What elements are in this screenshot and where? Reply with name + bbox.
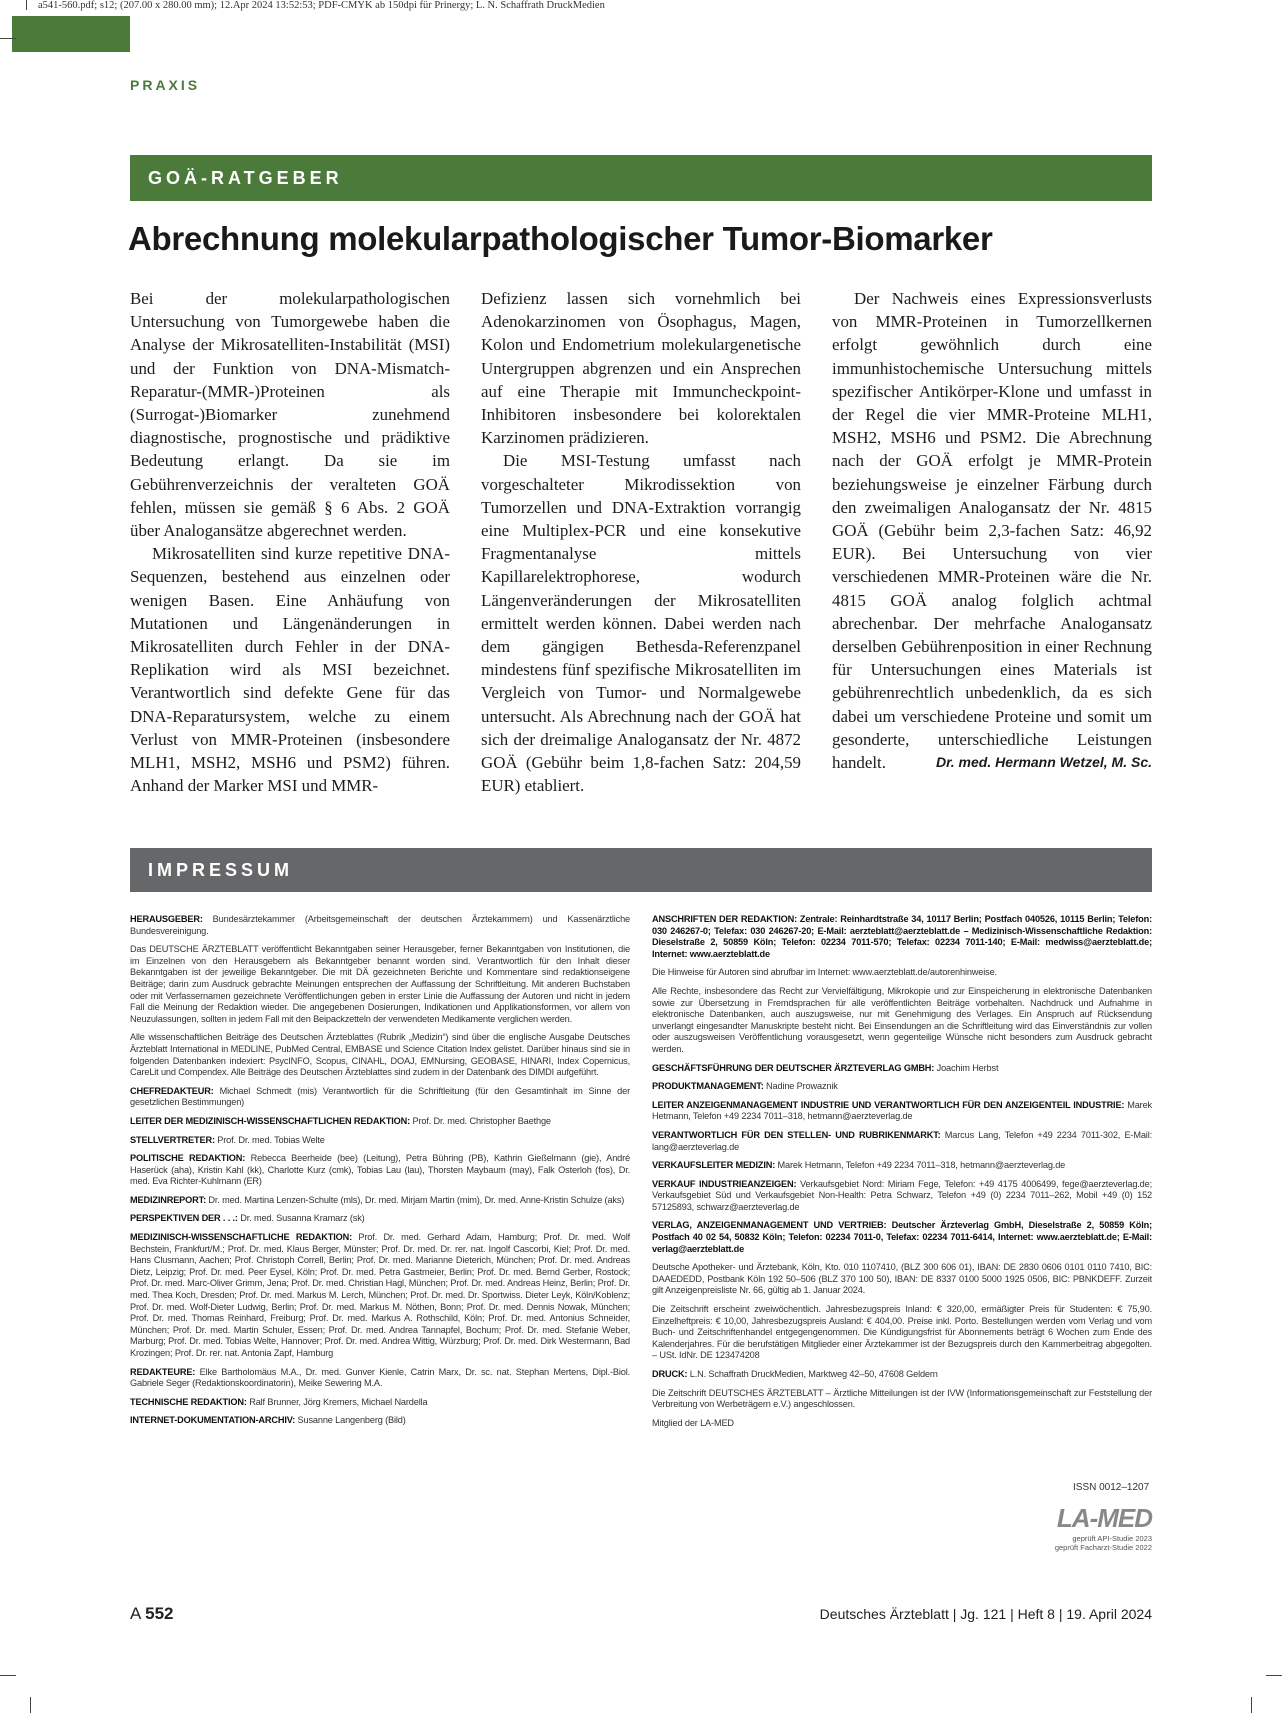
impressum-entry-label: DRUCK:: [652, 1369, 688, 1379]
impressum-entry: [130, 1213, 630, 1225]
lamed-badge: [1050, 1503, 1152, 1552]
impressum-entry-label: HERAUSGEBER:: [130, 914, 203, 924]
impressum-entry-text: Alle wissenschaftlichen Beiträge des Deutschen Ärzteblattes (Rubrik „Medizin“) sind über die englische Ausgabe Deutsches Ärzteblatt International in MEDLINE, PubMed Central, EMBASE und Science Citation Index gelistet. Darüber hinaus sind sie in folgenden Datenbanken indexiert: PsycINFO, Scopus, CINAHL, DOAJ, EMNursing, GEOBASE, HINARI, Index Copernicus, CareLit und Compendex. Alle Beiträge des Deutschen Ärzteblattes sind zudem in der Datenbank des DIMDI aufgeführt.: [130, 1032, 630, 1078]
impressum-entry-label: ANSCHRIFTEN DER REDAKTION: Zentrale: Reinhardtstraße 34, 10117 Berlin; Postfach 040526, 10115 Berlin; Telefon: 030 246267-0; Telefax: 030 246267-20; E-Mail: aerzteblatt@aerzteblatt.de – Medizinisch-Wissenschaftliche Redaktion: Dieselstraße 2, 50859 Köln; Telefon: 02234 7011-570; Telefax: 02234 7011-140; E-Mail: medwiss@aerzteblatt.de; Internet: www.aerzteblatt.de: [652, 914, 1152, 959]
impressum-entry: [652, 986, 1152, 1056]
impressum-entry: [130, 944, 630, 1025]
article-body: [130, 287, 1152, 797]
impressum-entry-text: Ralf Brunner, Jörg Kremers, Michael Nardella: [249, 1396, 428, 1407]
impressum-entry-label: POLITISCHE REDAKTION:: [130, 1153, 246, 1164]
impressum-entry: [130, 1232, 630, 1360]
crop-mark: [0, 1675, 16, 1676]
page-number: [130, 1604, 174, 1624]
impressum-entry: [652, 1388, 1152, 1411]
article-paragraph: Defizienz lassen sich vornehmlich bei Adenokarzinomen von Ösophagus, Magen, Kolon und Endometrium molekulargenetische Untergruppen abgrenzen und ein Ansprechen auf eine Therapie mit Immuncheckpoint-Inhibitoren insbesondere bei kolorektalen Karzinomen prädizieren.: [481, 289, 801, 448]
impressum-entry: [130, 1415, 630, 1427]
impressum-entry-label: GESCHÄFTSFÜHRUNG DER DEUTSCHER ÄRZTEVERLAG GMBH:: [652, 1062, 935, 1073]
impressum-entry: [652, 1418, 1152, 1430]
impressum-entry: [652, 1304, 1152, 1362]
impressum-entry: [130, 1153, 630, 1188]
lamed-caption: geprüft Facharzt-Studie 2022: [1054, 1543, 1152, 1552]
impressum-entry: [130, 1397, 630, 1409]
impressum-entry: [130, 1032, 630, 1078]
crop-mark: [26, 0, 27, 10]
impressum-column-left: [130, 914, 630, 1436]
impressum-entry: [652, 1063, 1152, 1075]
impressum-column-right: [652, 914, 1152, 1436]
crop-mark: [1251, 1697, 1252, 1713]
impressum-entry: [130, 1116, 630, 1128]
impressum-entry-label: LEITER ANZEIGENMANAGEMENT INDUSTRIE UND VERANTWORTLICH FÜR DEN ANZEIGENTEIL INDUSTRIE:: [652, 1099, 1125, 1110]
article-paragraph: [832, 287, 1152, 774]
impressum-banner: IMPRESSUM: [130, 848, 1152, 892]
impressum-entry: [130, 1195, 630, 1207]
impressum-entry: [130, 1367, 630, 1390]
impressum-entry-label: REDAKTEURE:: [130, 1366, 196, 1377]
impressum-entry-text: Die Zeitschrift erscheint zweiwöchentlich. Jahresbezugspreis Inland: € 320,00, ermäßigter Preis für Studenten: € 75,90. Einzelheftpreis: € 10,00, Jahresbezugspreis Ausland: € 404,00. Preise inkl. Porto. Bestellungen werden vom Verlag und vom Buch- und Zeitschriftenhandel entgegengenommen. Die Kündigungsfrist für Abonnements beträgt 6 Wochen zum Ende des Kalenderjahres. Für die berufstätigen Mitglieder einer Ärztekammer ist der Bezugspreis durch den Kammerbeitrag abgegolten. – USt. IdNr. DE 123474208: [652, 1304, 1152, 1361]
impressum-entry-text: Marcus Lang, Telefon +49 2234 7011-302, E-Mail: lang@aerzteverlag.de: [652, 1129, 1152, 1152]
lamed-logo: LA-MED: [1056, 1503, 1152, 1533]
impressum-entry-text: Prof. Dr. med. Gerhard Adam, Hamburg; Prof. Dr. med. Wolf Bechstein, Frankfurt/M.; Prof. Dr. med. Klaus Berger, Münster; Prof. Dr. med. Dr. rer. nat. Ingolf Cascorbi, Kiel; Prof. Dr. med. Hans Clusmann, Aachen; Prof. Christoph Correll, Berlin; Prof. Dr. med. Marianne Dieterich, München; Prof. Dr. med. Andreas Dietz, Leipzig; Prof. Dr. med. Peer Eysel, Köln; Prof. Dr. med. Petra Gastmeier, Berlin; Prof. Dr. med. Bernd Gerber, Rostock; Prof. Dr. med. Marc-Oliver Grimm, Jena; Prof. Dr. med. Christian Hagl, München; Prof. Dr. med. Andreas Heinz, Berlin; Prof. Dr. med. Thea Koch, Dresden; Prof. Dr. med. Markus M. Lerch, München; Prof. Dr. med. Dr. Sportwiss. Dieter Leyk, Köln/Koblenz; Prof. Dr. med. Wolf-Dieter Ludwig, Berlin; Prof. Dr. med. Markus M. Nöthen, Bonn; Prof. Dr. med. Dennis Nowak, München; Prof. Dr. med. Thomas Reinhard, Freiburg; Prof. Dr. med. Markus A. Rothschild, Köln; Prof. Dr. med. Antonius Schneider, München; Prof. Dr. med. Martin Schuler, Essen; Prof. Dr. med. Andrea Tannapfel, Bochum; Prof. Dr. med. Stefanie Weber, Marburg; Prof. Dr. med. Tobias Welte, Hannover; Prof. Dr. med. Andrea Wittig, Würzburg; Prof. Dr. med. Dirk Westermann, Bad Krozingen; Prof. Dr. rer. nat. Antonia Zapf, Hamburg: [130, 1232, 630, 1358]
impressum-entry-text: Marek Hetmann, Telefon +49 2234 7011–318, hetmann@aerzteverlag.de: [777, 1160, 1066, 1171]
impressum-entry-text: L.N. Schaffrath DruckMedien, Marktweg 42–50, 47608 Geldern: [689, 1369, 938, 1379]
impressum-entry-text: Rebecca Beerheide (bee) (Leitung), Petra Bühring (PB), Kathrin Gießelmann (gie), André Haserück (aha), Kristin Kahl (kk), Charlotte Kurz (cmk), Tobias Lau (lau), Thorsten Maybaum (may), Falk Osterloh (fos), Dr. med. Eva Richter-Kuhlmann (ER): [130, 1153, 631, 1187]
article-column-2: [481, 287, 801, 797]
print-info-line: a541-560.pdf; s12; (207.00 x 280.00 mm); 12.Apr 2024 13:52:53; PDF-CMYK ab 150dpi für Prinergy; L. N. Schaffrath DruckMedien: [38, 0, 605, 11]
crop-mark: [30, 1697, 31, 1713]
impressum-entry: [652, 1262, 1152, 1297]
impressum-entry-text: Dr. med. Martina Lenzen-Schulte (mls), Dr. med. Mirjam Martin (mim), Dr. med. Anne-Kristin Schulze (aks): [208, 1194, 625, 1205]
impressum-entry-text: Marek Hetmann, Telefon +49 2234 7011–318, hetmann@aerzteverlag.de: [652, 1099, 1152, 1122]
impressum-entry: [130, 914, 630, 937]
impressum-entry-text: Nadine Prowaznik: [766, 1081, 838, 1092]
impressum-entry: [652, 967, 1152, 979]
impressum-entry-label: PRODUKTMANAGEMENT:: [652, 1081, 764, 1092]
article-paragraph: Bei der molekularpathologischen Untersuchung von Tumorgewebe haben die Analyse der Mikrosatelliten-Instabilität (MSI) und der Funktion von DNA-Mismatch-Reparatur-(MMR-)Proteinen als (Surrogat-)Biomarker zunehmend diagnostische, prognostische und prädiktive Bedeutung erlangt. Da sie im Gebührenverzeichnis der veralteten GOÄ fehlen, müssen sie gemäß § 6 Abs. 2 GOÄ über Analogansätze abgerechnet werden.: [130, 289, 450, 541]
impressum-body: [130, 914, 1152, 1436]
impressum-entry-label: CHEFREDAKTEUR:: [130, 1085, 214, 1096]
impressum-entry-label: STELLVERTRETER:: [130, 1134, 215, 1145]
section-label: PRAXIS: [130, 77, 201, 93]
impressum-entry-text: Alle Rechte, insbesondere das Recht zur Vervielfältigung, Mikrokopie und zur Einspeicherung in elektronische Datenbanken sowie zur Übersetzung in Fremdsprachen für alle veröffentlichten Beiträge vorbehalten. Nachdruck und Aufnahme in elektronische Datenbanken, auch auszugsweise, nur mit Genehmigung des Verlages. Ein Anspruch auf Rücksendung unverlangt eingesandter Manuskripte besteht nicht. Bei Einsendungen an die Schriftleitung wird das Einverständnis zur vollen oder auszugsweisen Veröffentlichung vorausgesetzt, wenn gegenteilige Wünsche nicht besonders zum Ausdruck gebracht werden.: [652, 985, 1152, 1054]
impressum-entry: [652, 1081, 1152, 1093]
impressum-entry-text: Verkaufsgebiet Nord: Miriam Fege, Telefon: +49 4175 4006499, fege@aerzteverlag.de; Verkaufsgebiet Süd und Verkaufsgebiet Non-Health: Petra Schwarz, Telefon +49 (0) 2234 7011–262, Mobil +49 (0) 152 57125893, schwarz@aerzteverlag.de: [652, 1178, 1152, 1212]
color-tab: [12, 16, 130, 52]
article-paragraph: Die MSI-Testung umfasst nach vorgeschalteter Mikrodissektion von Tumorzellen und DNA-Extraktion vorrangig eine Multiplex-PCR und eine konsekutive Fragmentanalyse mittels Kapillarelektrophorese, wodurch Längenveränderungen der Mikrosatelliten ermittelt werden können. Dabei werden nach dem gängigen Bethesda-Referenzpanel mindestens fünf spezifische Mikrosatelliten im Vergleich von Tumor- und Normalgewebe untersucht. Als Abrechnung nach der GOÄ hat sich der dreimalige Analogansatz der Nr. 4872 GOÄ (Gebühr beim 1,8-fachen Satz: 204,59 EUR) etabliert.: [481, 451, 801, 796]
impressum-entry: [652, 1220, 1152, 1255]
crop-mark: [0, 38, 16, 39]
impressum-entry: [130, 1086, 630, 1109]
lamed-caption: geprüft API-Studie 2023: [1072, 1534, 1152, 1543]
impressum-entry-text: Das DEUTSCHE ÄRZTEBLATT veröffentlicht Bekanntgaben seiner Herausgeber, ferner Bekanntgaben von Institutionen, die im Einzelnen von den Herausgebern als Bekanntgeber benannt worden sind. Verantwortlich für den Inhalt dieser Bekanntgaben ist der jeweilige Bekanntgeber. Die mit DÄ gezeichneten Berichte und Kommentare sind redaktionseigene Beiträge; darin zum Ausdruck gebrachte Meinungen entsprechen der Auffassung der Schriftleitung. Mit anderen Buchstaben oder mit Verfassernamen gezeichnete Veröffentlichungen geben in erster Linie die Auffassung der Autoren und nicht in jedem Fall die Meinung der Redaktion wieder. Die angegebenen Dosierungen, Indikationen und Applikationsformen, vor allem von Neuzulassungen, sollten in jedem Fall mit den Beipackzetteln der verwendeten Medikamente verglichen werden.: [130, 944, 630, 1024]
journal-source: Deutsches Ärzteblatt | Jg. 121 | Heft 8 | 19. April 2024: [819, 1606, 1152, 1622]
author-signature: Dr. med. Hermann Wetzel, M. Sc.: [935, 754, 1152, 771]
impressum-entry-label: VERLAG, ANZEIGENMANAGEMENT UND VERTRIEB: Deutscher Ärzteverlag GmbH, Dieselstraße 2, 50859 Köln; Postfach 40 02 54, 50832 Köln; Telefon: 02234 7011-0, Telefax: 02234 7011-6414, Internet: www.aerzteblatt.de; E-Mail: verlag@aerzteblatt.de: [652, 1220, 1152, 1254]
impressum-entry-text: Joachim Herbst: [936, 1062, 999, 1073]
article-column-3: [832, 287, 1152, 797]
impressum-entry-text: Deutsche Apotheker- und Ärztebank, Köln, Kto. 010 1107410, (BLZ 300 606 01), IBAN: DE 2830 0606 0101 0110 7410, BIC: DAAEDEDD, Postbank Köln 192 50–506 (BLZ 370 100 50), IBAN: DE 8337 0100 5000 1925 0506, BIC: PBNKDEFF. Zurzeit gilt Anzeigenpreisliste Nr. 66, gültig ab 1. Januar 2024.: [652, 1262, 1152, 1296]
impressum-entry-text: Prof. Dr. med. Christopher Baethge: [412, 1115, 551, 1126]
impressum-entry: [652, 1369, 1152, 1381]
impressum-entry-text: Susanne Langenberg (Bild): [297, 1415, 406, 1426]
article-paragraph-text: Der Nachweis eines Expressionsverlusts von MMR-Proteinen in Tumorzellkernen erfolgt gewöhnlich durch eine immunhistochemische Untersuchung mittels spezifischer Antikörper-Klone und umfasst in der Regel die vier MMR-Proteine MLH1, MSH2, MSH6 und PSM2. Die Abrechnung nach der GOÄ erfolgt je MMR-Protein beziehungsweise je einzelner Färbung durch den zweimaligen Analogansatz der Nr. 4815 GOÄ (Gebühr beim 2,3-fachen Satz: 46,92 EUR). Bei Untersuchung von vier verschiedenen MMR-Proteinen wäre die Nr. 4815 GOÄ analog folglich achtmal abrechenbar. Der mehrfache Analogansatz derselben Gebührenposition in einer Rechnung für Untersuchungen eines Materials ist gebührenrechtlich unbedenklich, da es sich dabei um verschiedene Proteine und somit um gesonderte, unterschiedliche Leistungen handelt.: [832, 289, 1152, 773]
impressum-entry: [652, 914, 1152, 960]
article-title: Abrechnung molekularpathologischer Tumor-Biomarker: [128, 220, 993, 257]
impressum-entry-label: INTERNET-DOKUMENTATION-ARCHIV:: [130, 1415, 296, 1426]
crop-mark: [1266, 1675, 1282, 1676]
impressum-entry-label: VERKAUFSLEITER MEDIZIN:: [652, 1160, 776, 1171]
impressum-entry: [652, 1179, 1152, 1214]
impressum-entry-label: PERSPEKTIVEN DER . . .:: [130, 1213, 238, 1224]
impressum-entry-label: VERKAUF INDUSTRIEANZEIGEN:: [652, 1178, 797, 1189]
impressum-entry-text: Prof. Dr. med. Tobias Welte: [217, 1134, 325, 1145]
impressum-entry-text: Mitglied der LA-MED: [652, 1417, 734, 1428]
impressum-entry-text: Dr. med. Susanna Kramarz (sk): [240, 1213, 365, 1224]
impressum-entry-text: Die Zeitschrift DEUTSCHES ÄRZTEBLATT – Ärztliche Mitteilungen ist der IVW (Informationsgemeinschaft zur Feststellung der Verbreitung von Werbeträgern e.V.) angeschlossen.: [652, 1387, 1152, 1410]
page-number-value: 552: [145, 1604, 174, 1623]
impressum-entry: [652, 1160, 1152, 1172]
article-paragraph: Mikrosatelliten sind kurze repetitive DNA-Sequenzen, bestehend aus einzelnen oder wenigen Basen. Eine Anhäufung von Mutationen und Längenänderungen in Mikrosatelliten durch Fehler in der DNA-Replikation wird als MSI bezeichnet. Verantwortlich sind defekte Gene für das DNA-Reparatursystem, welche zu einem Verlust von MMR-Proteinen (insbesondere MLH1, MSH2, MSH6 und PSM2) führen. Anhand der Marker MSI und MMR-: [130, 544, 450, 796]
impressum-entry-text: Michael Schmedt (mis) Verantwortlich für die Schriftleitung (für den Gesamtinhalt im Sinne der gesetzlichen Bestimmungen): [130, 1085, 630, 1108]
impressum-entry-label: MEDIZINREPORT:: [130, 1194, 206, 1205]
impressum-entry-label: VERANTWORTLICH FÜR DEN STELLEN- UND RUBRIKENMARKT:: [652, 1129, 941, 1140]
impressum-entry-text: Bundesärztekammer (Arbeitsgemeinschaft der deutschen Ärztekammern) und Kassenärztliche Bundesvereinigung.: [130, 914, 630, 936]
issn-number: ISSN 0012–1207: [1073, 1482, 1150, 1493]
impressum-entry-label: TECHNISCHE REDAKTION:: [130, 1396, 247, 1407]
impressum-entry: [130, 1135, 630, 1147]
impressum-entry: [652, 1130, 1152, 1153]
article-column-1: [130, 287, 450, 797]
category-banner: GOÄ-RATGEBER: [130, 155, 1152, 201]
page-prefix: A: [130, 1604, 141, 1623]
impressum-entry-label: MEDIZINISCH-WISSENSCHAFTLICHE REDAKTION:: [130, 1232, 353, 1243]
impressum-entry-text: Die Hinweise für Autoren sind abrufbar im Internet: www.aerzteblatt.de/autorenhinweise.: [652, 967, 997, 978]
impressum-entry-label: LEITER DER MEDIZINISCH-WISSENSCHAFTLICHEN REDAKTION:: [130, 1115, 411, 1126]
impressum-entry: [652, 1100, 1152, 1123]
impressum-entry-text: Elke Bartholomäus M.A., Dr. med. Gunver Kienle, Catrin Marx, Dr. sc. nat. Stephan Mertens, Dipl.-Biol. Gabriele Seger (Redaktionskoordinatorin), Meike Sewering M.A.: [130, 1366, 630, 1389]
